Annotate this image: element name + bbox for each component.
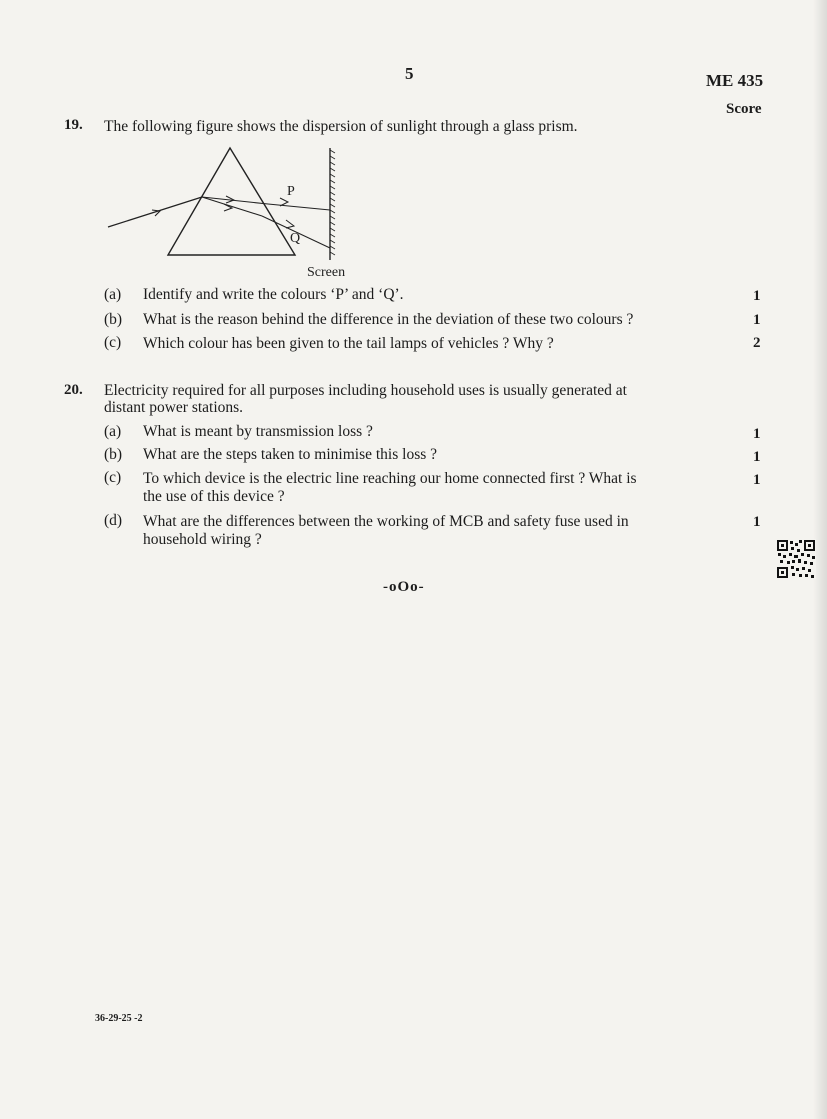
q20-part-d-text-line1: What are the differences between the working of MCB and safety fuse used in xyxy=(143,513,629,530)
end-of-questions-mark: -oOo- xyxy=(383,579,425,595)
q20-part-a-score: 1 xyxy=(753,426,761,442)
arrow-q xyxy=(286,220,294,228)
q20-part-c-label: (c) xyxy=(104,469,122,486)
q19-part-b-text: What is the reason behind the difference in the deviation of these two colours ? xyxy=(143,311,634,328)
q19-part-a-text: Identify and write the colours ‘P’ and ‘Q’. xyxy=(143,286,404,303)
prism-dispersion-figure xyxy=(100,140,370,285)
footer-code: 36-29-25 -2 xyxy=(95,1013,143,1024)
q20-part-b-text: What are the steps taken to minimise this loss ? xyxy=(143,446,438,463)
incident-ray xyxy=(108,197,202,227)
q20-part-b-score: 1 xyxy=(753,449,761,465)
question-20-text-line1: Electricity required for all purposes including household uses is usually generated at xyxy=(104,382,627,399)
emergent-ray-p xyxy=(268,204,330,210)
q20-part-c-text-line2: the use of this device ? xyxy=(143,488,285,505)
q20-part-d-score: 1 xyxy=(753,514,761,530)
q20-part-c-text-line1: To which device is the electric line reaching our home connected first ? What is xyxy=(143,470,637,487)
q20-part-c-score: 1 xyxy=(753,472,761,488)
q20-part-b-label: (b) xyxy=(104,446,123,463)
prism-diagram xyxy=(100,140,370,285)
label-p: P xyxy=(287,184,295,199)
question-19-text: The following figure shows the dispersion of sunlight through a glass prism. xyxy=(104,118,578,135)
qr-code xyxy=(776,539,816,579)
q20-part-d-text-line2: household wiring ? xyxy=(143,531,262,548)
question-20-number: 20. xyxy=(64,382,83,398)
score-column-heading: Score xyxy=(726,101,762,117)
q19-part-a-label: (a) xyxy=(104,286,122,303)
q20-part-a-label: (a) xyxy=(104,423,122,440)
q20-part-a-text: What is meant by transmission loss ? xyxy=(143,423,373,440)
q19-part-c-label: (c) xyxy=(104,334,122,351)
q19-part-c-text: Which colour has been given to the tail lamps of vehicles ? Why ? xyxy=(143,335,554,352)
label-screen: Screen xyxy=(307,265,346,280)
page-number: 5 xyxy=(405,64,414,83)
screen-hatching xyxy=(330,150,335,255)
question-19-number: 19. xyxy=(64,117,83,133)
q20-part-d-label: (d) xyxy=(104,512,123,529)
label-q: Q xyxy=(290,231,301,246)
q19-part-c-score: 2 xyxy=(753,335,761,351)
paper-code: ME 435 xyxy=(706,71,764,90)
q19-part-b-score: 1 xyxy=(753,312,761,328)
q19-part-a-score: 1 xyxy=(753,288,761,304)
q19-part-b-label: (b) xyxy=(104,311,123,328)
question-20-text-line2: distant power stations. xyxy=(104,399,244,416)
